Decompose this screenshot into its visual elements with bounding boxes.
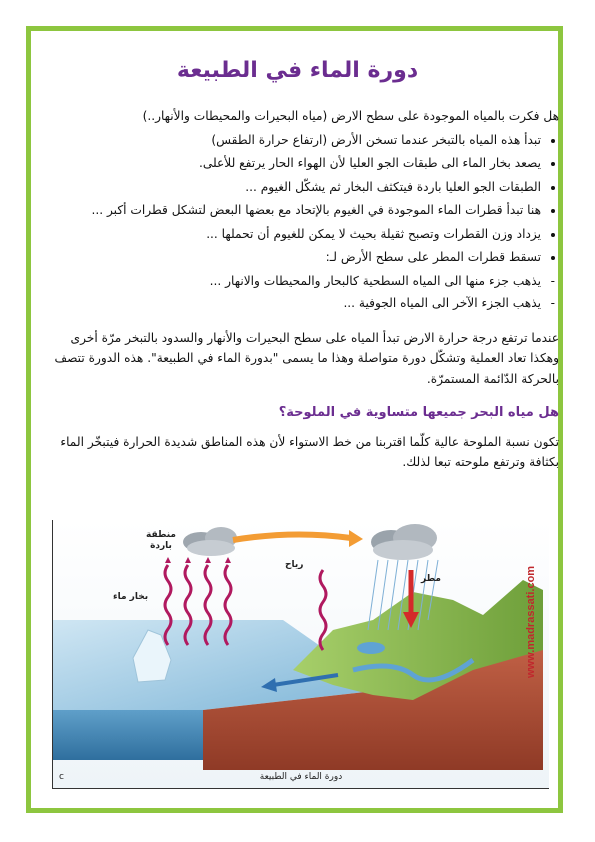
bullet-item: • الطبقات الجو العليا باردة فيتكثف البخار ثم يشكّل الغيوم ... xyxy=(46,177,541,198)
page-title: دورة الماء في الطبيعة xyxy=(176,58,419,83)
label-wind: رياح xyxy=(285,560,304,570)
watermark-text: www.madrassati.com xyxy=(525,565,537,678)
figure-caption: دورة الماء في الطبيعة xyxy=(259,772,343,782)
label-cold-region: منطقة باردة xyxy=(146,530,176,551)
bullet-item: • تبدأ هذه المياه بالتبخر عندما تسخن الأرض (ارتفاع حرارة الطقس) xyxy=(46,130,541,151)
paragraph-salinity: تكون نسبة الملوحة عالية كلّما اقتربنا من خط الاستواء لأن هذه المناطق شديدة الحرارة فيتبخّر الماء بكثافة وترتفع ملوحته تبعا لذلك. xyxy=(60,434,559,469)
watermark-url xyxy=(520,540,540,680)
water-cycle-figure xyxy=(52,520,549,789)
bullet-list xyxy=(46,130,559,268)
bullet-item: • هنا تبدأ قطرات الماء الموجودة في الغيوم بالإتحاد مع بعضها البعض لتشكل قطرات أكبر ... xyxy=(46,200,541,221)
text-content xyxy=(46,106,559,473)
lake xyxy=(357,642,385,654)
paragraph-cycle: عندما ترتفع درجة حرارة الارض تبدأ المياه على سطح البحيرات والأنهار والسدود بالتبخر مرّة أخرى وهكذا تعاد العملية وتشكّل دورة متواصلة وهذا ما يسمى "بدورة الماء في الطبيعة". هذه الدورة تتصف بالحركة الدّائمة المستمرّة. xyxy=(54,330,559,386)
dash-list xyxy=(46,271,559,314)
figure-corner-mark: c xyxy=(59,772,64,782)
bullet-item: • يصعد بخار الماء الى طبقات الجو العليا لأن الهواء الحار يرتفع للأعلى. xyxy=(46,153,541,174)
dash-item: - يذهب الجزء الآخر الى المياه الجوفية ... xyxy=(46,293,541,314)
label-vapor: بخار ماء xyxy=(113,592,149,602)
intro-text: هل فكرت بالمياه الموجودة على سطح الارض (مياه البحيرات والمحيطات والأنهار..) xyxy=(142,109,559,123)
bullet-item: • تسقط قطرات المطر على سطح الأرض لـ: xyxy=(46,247,541,268)
sea-side xyxy=(53,710,203,760)
dash-item: - يذهب جزء منها الى المياه السطحية كالبحار والمحيطات والانهار ... xyxy=(46,271,541,292)
label-rain: مطر xyxy=(421,574,441,584)
bullet-item: • يزداد وزن القطرات وتصبح ثقيلة بحيث لا يمكن للغيوم أن تحملها ... xyxy=(46,224,541,245)
question-heading: هل مياه البحر جميعها متساوية في الملوحة؟ xyxy=(278,405,559,420)
